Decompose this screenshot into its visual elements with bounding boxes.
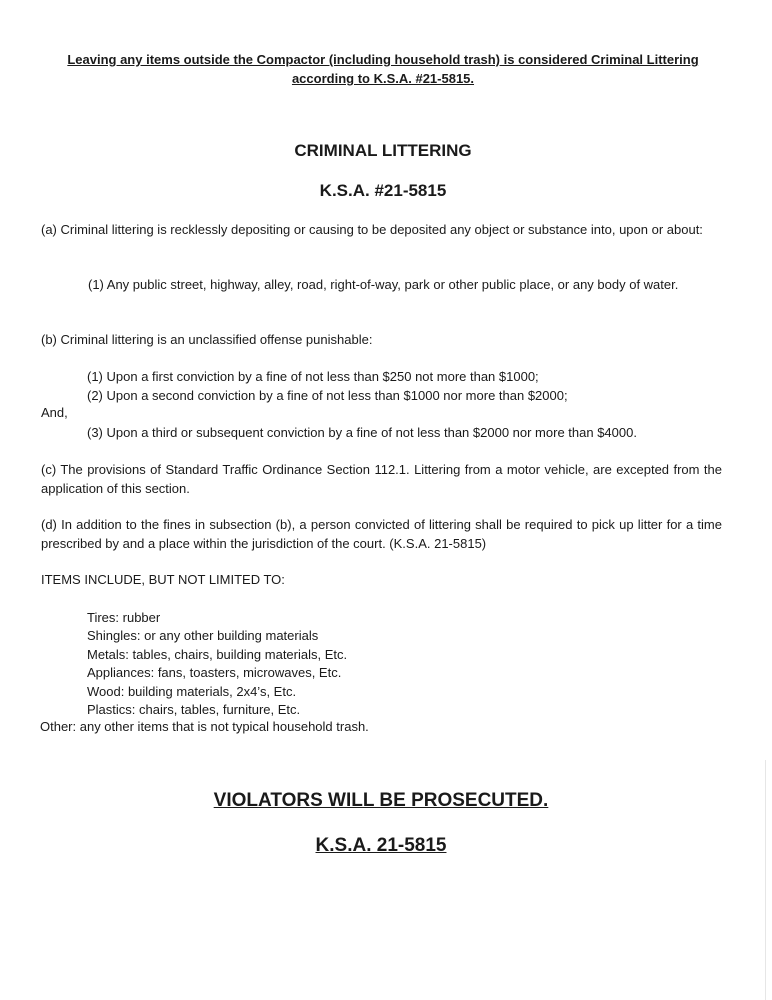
list-item: Shingles: or any other building materials — [87, 628, 319, 644]
document-title: CRIMINAL LITTERING — [294, 141, 472, 160]
section-d: (d) In addition to the fines in subsection (b), a person convicted of littering shall be required to pick up litter for a time prescribed by and a place within the jurisdiction of the court. (K.S.A. 21-5815) — [41, 517, 722, 551]
and-label: And, — [41, 405, 68, 420]
penalty-list-third — [87, 424, 637, 443]
list-item: Tires: rubber — [87, 610, 161, 625]
notice-line-1: Leaving any items outside the Compactor (including household trash) is considered Criminal Littering — [67, 52, 699, 67]
compactor-notice — [40, 50, 726, 88]
penalty-second: (2) Upon a second conviction by a fine of not less than $1000 nor more than $2000; — [87, 387, 568, 403]
list-item: Plastics: chairs, tables, furniture, Etc. — [87, 702, 301, 718]
section-c: (c) The provisions of Standard Traffic Ordinance Section 112.1. Littering from a motor vehicle, are excepted from the application of this section. — [41, 462, 722, 496]
footer-statute: K.S.A. 21-5815 — [315, 835, 447, 856]
section-b: (b) Criminal littering is an unclassified offense punishable: — [41, 332, 373, 347]
penalty-first: (1) Upon a first conviction by a fine of not less than $250 not more than $1000; — [87, 369, 539, 384]
prosecution-warning: VIOLATORS WILL BE PROSECUTED. — [213, 790, 549, 811]
list-item: Metals: tables, chairs, building materials, Etc. — [87, 646, 348, 662]
list-item: Appliances: fans, toasters, microwaves, Etc. — [87, 665, 342, 681]
section-a1: (1) Any public street, highway, alley, road, right-of-way, park or other public place, or any body of water. — [88, 277, 679, 292]
list-item: Wood: building materials, 2x4’s, Etc. — [87, 683, 297, 699]
notice-line-2: according to K.S.A. #21-5815. — [291, 71, 475, 86]
items-heading: ITEMS INCLUDE, BUT NOT LIMITED TO: — [41, 572, 285, 587]
section-a: (a) Criminal littering is recklessly depositing or causing to be deposited any object or substance into, upon or about: — [41, 222, 703, 237]
page-edge-divider — [765, 760, 766, 1000]
penalty-list — [87, 368, 568, 405]
items-list — [87, 609, 347, 719]
penalty-third: (3) Upon a third or subsequent conviction by a fine of not less than $2000 nor more than $4000. — [87, 425, 637, 440]
statute-heading: K.S.A. #21-5815 — [319, 181, 447, 200]
items-other: Other: any other items that is not typical household trash. — [40, 719, 369, 734]
